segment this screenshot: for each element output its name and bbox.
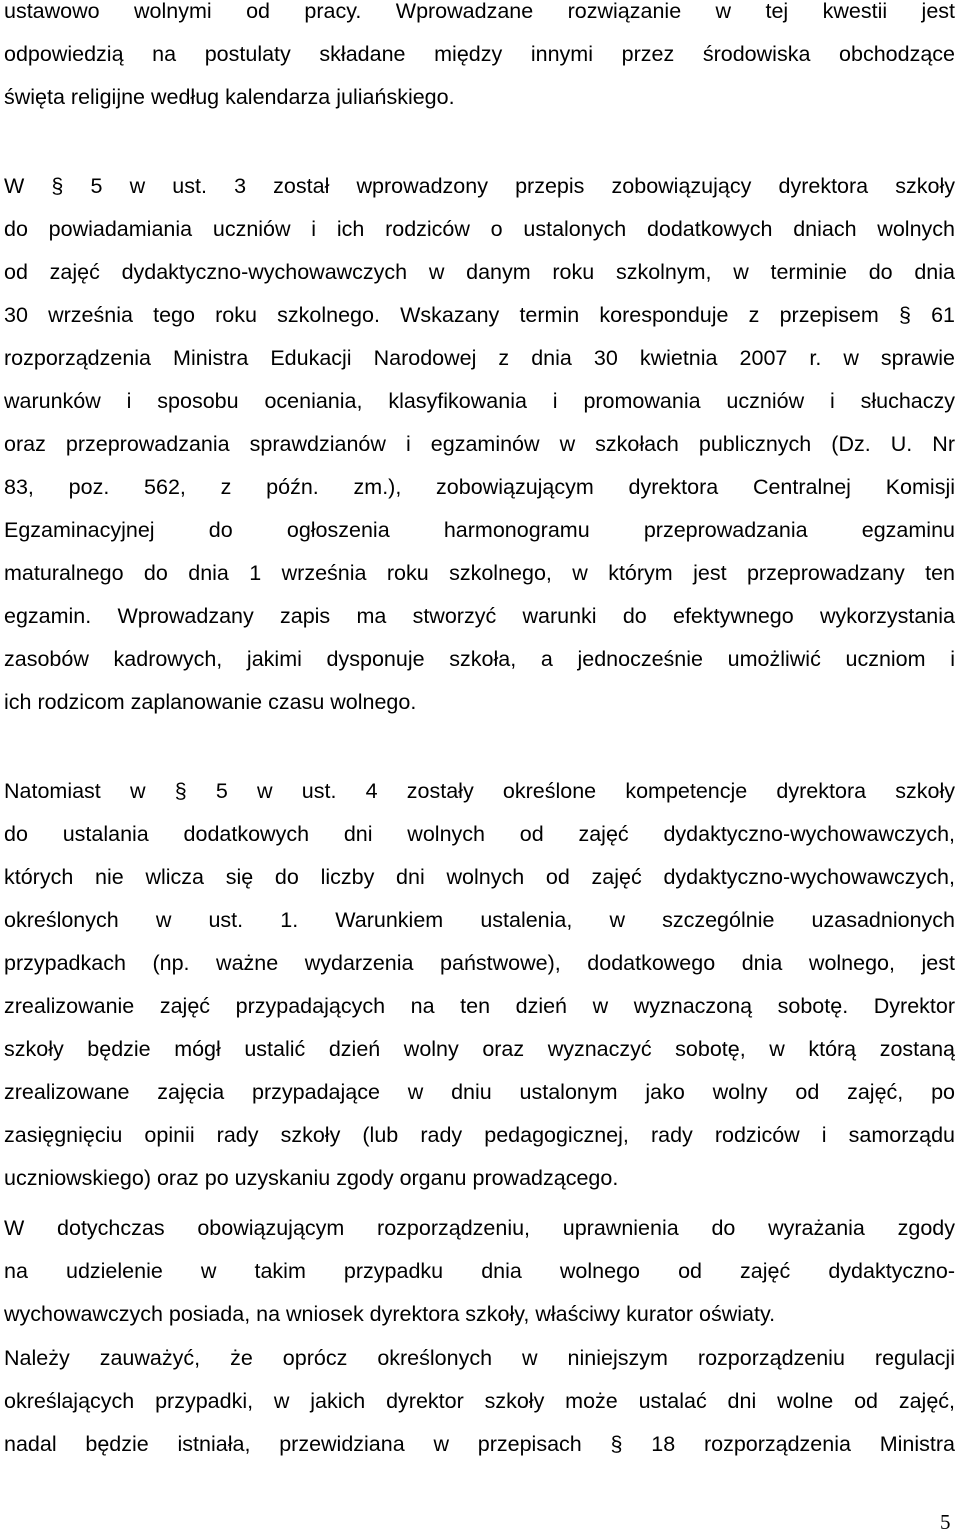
text-line: przypadkach (np. ważne wydarzenia państwowe), dodatkowego dnia wolnego, jest <box>4 951 955 975</box>
text-line: szkoły będzie mógł ustalić dzień wolny oraz wyznaczyć sobotę, w którą zostaną <box>4 1037 955 1061</box>
text-line: maturalnego do dnia 1 września roku szkolnego, w którym jest przeprowadzany ten <box>4 561 955 585</box>
text-line: Egzaminacyjnej do ogłoszenia harmonogramu przeprowadzania egzaminu <box>4 518 955 542</box>
text-line: ich rodzicom zaplanowanie czasu wolnego. <box>4 690 417 714</box>
text-line: ustawowo wolnymi od pracy. Wprowadzane rozwiązanie w tej kwestii jest <box>4 0 955 23</box>
text-line: określających przypadki, w jakich dyrektor szkoły może ustalać dni wolne od zajęć, <box>4 1389 955 1413</box>
text-line: do powiadamiania uczniów i ich rodziców o ustalonych dodatkowych dniach wolnych <box>4 217 955 241</box>
text-line: określonych w ust. 1. Warunkiem ustalenia, w szczególnie uzasadnionych <box>4 908 955 932</box>
text-line: nadal będzie istniała, przewidziana w przepisach § 18 rozporządzenia Ministra <box>4 1432 955 1456</box>
text-line: Natomiast w § 5 w ust. 4 zostały określone kompetencje dyrektora szkoły <box>4 779 955 803</box>
text-line: Należy zauważyć, że oprócz określonych w niniejszym rozporządzeniu regulacji <box>4 1346 955 1370</box>
text-line: W dotychczas obowiązującym rozporządzeniu, uprawnienia do wyrażania zgody <box>4 1216 955 1240</box>
text-line: zrealizowane zajęcia przypadające w dniu ustalonym jako wolny od zajęć, po <box>4 1080 955 1104</box>
text-line: W § 5 w ust. 3 został wprowadzony przepis zobowiązujący dyrektora szkoły <box>4 174 955 198</box>
text-line: zasobów kadrowych, jakimi dysponuje szkoła, a jednocześnie umożliwić uczniom i <box>4 647 955 671</box>
text-line: święta religijne według kalendarza juliańskiego. <box>4 85 455 109</box>
text-line: do ustalania dodatkowych dni wolnych od zajęć dydaktyczno-wychowawczych, <box>4 822 955 846</box>
text-line: rozporządzenia Ministra Edukacji Narodowej z dnia 30 kwietnia 2007 r. w sprawie <box>4 346 955 370</box>
text-line: uczniowskiego) oraz po uzyskaniu zgody organu prowadzącego. <box>4 1166 619 1190</box>
text-line: odpowiedzią na postulaty składane między innymi przez środowiska obchodzące <box>4 42 955 66</box>
text-line: zasięgnięciu opinii rady szkoły (lub rady pedagogicznej, rady rodziców i samorządu <box>4 1123 955 1147</box>
text-line: zrealizowanie zajęć przypadających na ten dzień w wyznaczoną sobotę. Dyrektor <box>4 994 955 1018</box>
text-line: 30 września tego roku szkolnego. Wskazany termin koresponduje z przepisem § 61 <box>4 303 955 327</box>
text-line: 83, poz. 562, z późn. zm.), zobowiązującym dyrektora Centralnej Komisji <box>4 475 955 499</box>
page-number: 5 <box>940 1510 951 1534</box>
text-line: wychowawczych posiada, na wniosek dyrektora szkoły, właściwy kurator oświaty. <box>4 1302 776 1326</box>
text-line: warunków i sposobu oceniania, klasyfikowania i promowania uczniów i słuchaczy <box>4 389 955 413</box>
text-line: których nie wlicza się do liczby dni wolnych od zajęć dydaktyczno-wychowawczych, <box>4 865 955 889</box>
text-line: od zajęć dydaktyczno-wychowawczych w danym roku szkolnym, w terminie do dnia <box>4 260 955 284</box>
text-line: na udzielenie w takim przypadku dnia wolnego od zajęć dydaktyczno- <box>4 1259 955 1283</box>
text-line: egzamin. Wprowadzany zapis ma stworzyć warunki do efektywnego wykorzystania <box>4 604 955 628</box>
text-line: oraz przeprowadzania sprawdzianów i egzaminów w szkołach publicznych (Dz. U. Nr <box>4 432 955 456</box>
